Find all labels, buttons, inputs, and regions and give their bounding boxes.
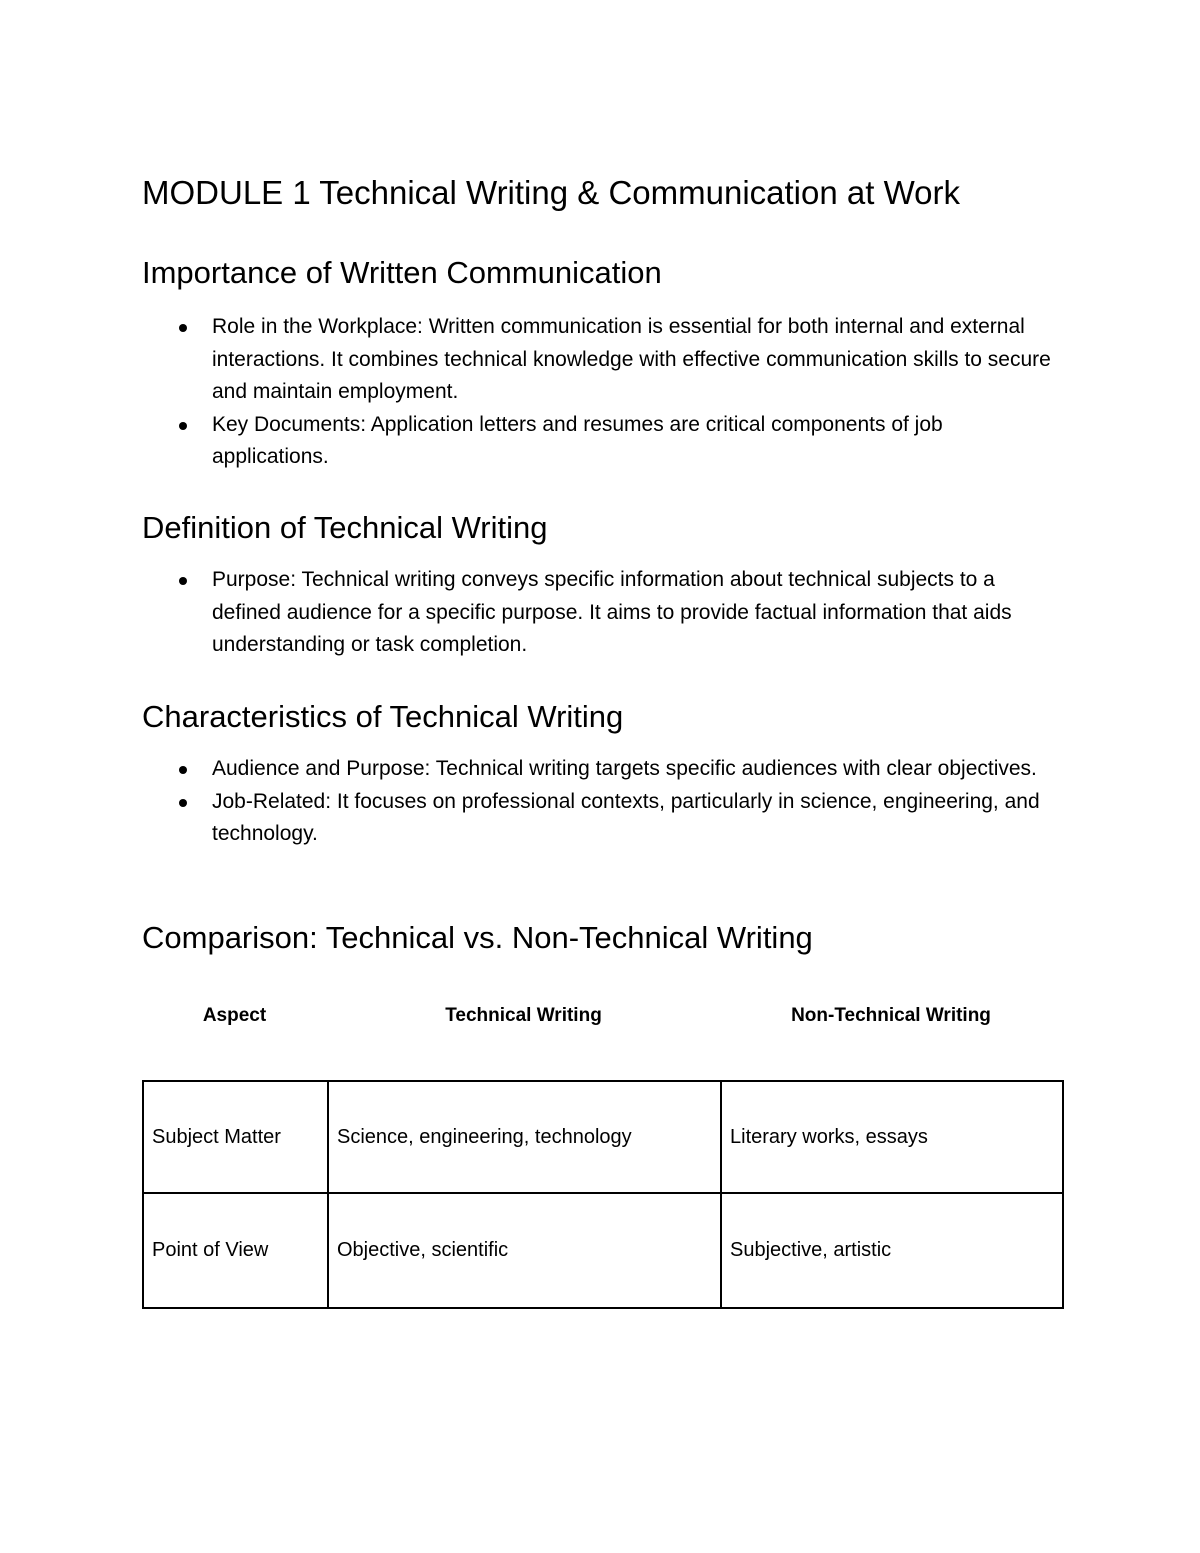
column-header-technical-writing: Technical Writing bbox=[445, 1005, 602, 1026]
bullet-item-job-related bbox=[142, 786, 1062, 851]
characteristics-bullet-list bbox=[142, 753, 1062, 851]
bullet-dot-icon bbox=[179, 422, 187, 430]
bullet-dot-icon bbox=[179, 799, 187, 807]
table-cell-aspect: Subject Matter bbox=[143, 1081, 328, 1193]
table-cell-technical: Science, engineering, technology bbox=[328, 1081, 721, 1193]
heading-importance-of-written-communication: Importance of Written Communication bbox=[142, 255, 662, 290]
heading-definition-of-technical-writing: Definition of Technical Writing bbox=[142, 510, 548, 545]
table-row bbox=[143, 1193, 1063, 1308]
table-cell-non-technical: Subjective, artistic bbox=[721, 1193, 1063, 1308]
bullet-dot-icon bbox=[179, 577, 187, 585]
bullet-item-audience-and-purpose bbox=[142, 753, 1062, 786]
bullet-text: Purpose: Technical writing conveys specific information about technical subjects to a defined audience for a specific purpose. It aims to provide factual information that aids understanding or task completion. bbox=[212, 568, 1012, 656]
heading-comparison: Comparison: Technical vs. Non-Technical Writing bbox=[142, 920, 813, 955]
bullet-text: Key Documents: Application letters and resumes are critical components of job applications. bbox=[212, 412, 943, 468]
table-row bbox=[143, 1081, 1063, 1193]
bullet-item-role-in-workplace bbox=[142, 311, 1062, 409]
bullet-item-key-documents bbox=[142, 409, 1062, 474]
bullet-text: Audience and Purpose: Technical writing targets specific audiences with clear objectives. bbox=[212, 757, 1037, 780]
table-cell-aspect: Point of View bbox=[143, 1193, 328, 1308]
bullet-item-purpose bbox=[142, 564, 1062, 662]
heading-characteristics-of-technical-writing: Characteristics of Technical Writing bbox=[142, 699, 624, 734]
definition-bullet-list bbox=[142, 564, 1062, 662]
document-title: MODULE 1 Technical Writing & Communication at Work bbox=[142, 174, 960, 211]
bullet-text: Job-Related: It focuses on professional contexts, particularly in science, engineering, and technology. bbox=[212, 789, 1040, 845]
bullet-dot-icon bbox=[179, 766, 187, 774]
table-cell-non-technical: Literary works, essays bbox=[721, 1081, 1063, 1193]
importance-bullet-list bbox=[142, 311, 1062, 474]
column-header-aspect: Aspect bbox=[202, 1005, 267, 1026]
table-cell-technical: Objective, scientific bbox=[328, 1193, 721, 1308]
comparison-table bbox=[142, 1080, 1064, 1309]
column-header-non-technical-writing: Non-Technical Writing bbox=[791, 1005, 991, 1026]
comparison-table-header bbox=[142, 1005, 1062, 1035]
bullet-dot-icon bbox=[179, 324, 187, 332]
bullet-text: Role in the Workplace: Written communication is essential for both internal and external interactions. It combines technical knowledge with effective communication skills to secure and maintain employment. bbox=[212, 315, 1051, 403]
